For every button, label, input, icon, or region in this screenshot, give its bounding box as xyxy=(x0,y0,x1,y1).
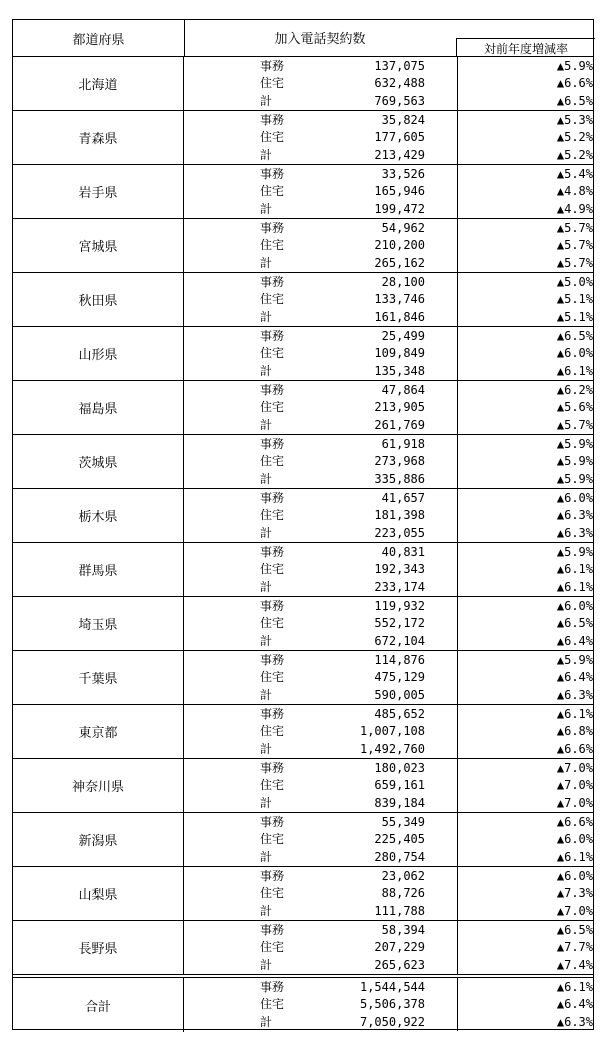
change-rate: ▲6.1% xyxy=(457,362,593,380)
row-values xyxy=(185,597,595,650)
change-rate: ▲6.3% xyxy=(457,524,593,542)
change-rate: ▲6.4% xyxy=(457,632,593,650)
row-values xyxy=(185,813,595,866)
value-line-jutaku xyxy=(185,884,595,902)
value-line-jutaku xyxy=(185,236,595,254)
subscription-count: 109,849 xyxy=(374,346,425,360)
change-rate: ▲5.9% xyxy=(457,435,593,453)
category-label: 計 xyxy=(260,310,273,324)
subscription-count: 273,968 xyxy=(374,454,425,468)
value-line-kei xyxy=(185,416,595,434)
table-header xyxy=(13,20,593,57)
table-row xyxy=(13,651,593,705)
value-line-jutaku xyxy=(185,398,595,416)
change-rate: ▲5.0% xyxy=(457,273,593,291)
subscription-count: 199,472 xyxy=(374,202,425,216)
category-label: 住宅 xyxy=(260,997,285,1011)
row-values xyxy=(185,921,595,974)
value-line-jimu xyxy=(185,381,595,399)
change-rate: ▲5.9% xyxy=(457,543,593,561)
value-line-kei xyxy=(185,200,595,218)
change-rate: ▲6.4% xyxy=(457,995,593,1013)
subscription-count: 119,932 xyxy=(374,599,425,613)
change-rate: ▲7.7% xyxy=(457,938,593,956)
change-rate: ▲6.0% xyxy=(457,597,593,615)
change-rate: ▲6.2% xyxy=(457,381,593,399)
change-rate: ▲7.3% xyxy=(457,884,593,902)
value-line-kei xyxy=(185,794,595,812)
value-line-kei xyxy=(185,848,595,866)
value-line-jimu xyxy=(185,978,595,996)
subscription-count: 223,055 xyxy=(374,526,425,540)
subscription-count: 659,161 xyxy=(374,778,425,792)
category-label: 事務 xyxy=(260,815,285,829)
subscription-count: 261,769 xyxy=(374,418,425,432)
category-label: 事務 xyxy=(260,761,285,775)
table-row xyxy=(13,597,593,651)
subscription-count: 632,488 xyxy=(374,76,425,90)
change-rate: ▲6.0% xyxy=(457,867,593,885)
subscription-count: 180,023 xyxy=(374,761,425,775)
category-label: 住宅 xyxy=(260,454,285,468)
change-rate: ▲6.0% xyxy=(457,830,593,848)
value-line-kei xyxy=(185,362,595,380)
subscription-count: 177,605 xyxy=(374,130,425,144)
category-label: 計 xyxy=(260,418,273,432)
category-label: 計 xyxy=(260,148,273,162)
change-rate: ▲6.5% xyxy=(457,92,593,110)
subscription-count: 5,506,378 xyxy=(359,997,425,1011)
change-rate: ▲5.2% xyxy=(457,128,593,146)
value-line-jimu xyxy=(185,111,595,129)
change-rate: ▲7.0% xyxy=(457,759,593,777)
category-label: 事務 xyxy=(260,653,285,667)
subscription-count: 265,162 xyxy=(374,256,425,270)
category-label: 事務 xyxy=(260,113,285,127)
value-line-kei xyxy=(185,308,595,326)
change-rate: ▲6.5% xyxy=(457,614,593,632)
category-label: 住宅 xyxy=(260,832,285,846)
change-rate: ▲5.7% xyxy=(457,254,593,272)
prefecture-name: 神奈川県 xyxy=(13,759,184,812)
subscription-count: 23,062 xyxy=(381,869,425,883)
category-label: 住宅 xyxy=(260,76,285,90)
row-values xyxy=(185,543,595,596)
subscription-count: 40,831 xyxy=(381,545,425,559)
change-rate: ▲6.1% xyxy=(457,978,593,996)
change-rate: ▲7.0% xyxy=(457,794,593,812)
prefecture-name: 千葉県 xyxy=(13,651,184,704)
value-line-jimu xyxy=(185,759,595,777)
prefecture-name: 福島県 xyxy=(13,381,184,434)
value-line-kei xyxy=(185,254,595,272)
header-rate: 対前年度増減率 xyxy=(456,38,595,57)
subscription-count: 114,876 xyxy=(374,653,425,667)
value-line-jimu xyxy=(185,543,595,561)
prefecture-name: 青森県 xyxy=(13,111,184,164)
category-label: 住宅 xyxy=(260,724,285,738)
subscription-count: 55,349 xyxy=(381,815,425,829)
category-label: 住宅 xyxy=(260,400,285,414)
category-label: 事務 xyxy=(260,275,285,289)
value-line-jutaku xyxy=(185,776,595,794)
category-label: 事務 xyxy=(260,980,285,994)
category-label: 事務 xyxy=(260,167,285,181)
value-line-jutaku xyxy=(185,128,595,146)
category-label: 計 xyxy=(260,904,273,918)
subscription-count: 1,492,760 xyxy=(359,742,425,756)
change-rate: ▲5.9% xyxy=(457,651,593,669)
category-label: 住宅 xyxy=(260,238,285,252)
change-rate: ▲6.3% xyxy=(457,1013,593,1031)
value-line-kei xyxy=(185,92,595,110)
value-line-jimu xyxy=(185,489,595,507)
subscription-count: 47,864 xyxy=(381,383,425,397)
subscription-count: 35,824 xyxy=(381,113,425,127)
category-label: 事務 xyxy=(260,59,285,73)
subscription-count: 769,563 xyxy=(374,94,425,108)
change-rate: ▲5.9% xyxy=(457,57,593,75)
row-values xyxy=(185,165,595,218)
header-subscriptions: 加入電話契約数 xyxy=(274,31,366,47)
subscription-count: 590,005 xyxy=(374,688,425,702)
category-label: 住宅 xyxy=(260,184,285,198)
prefecture-name: 北海道 xyxy=(13,57,184,110)
subscription-count: 33,526 xyxy=(381,167,425,181)
subscription-count: 58,394 xyxy=(381,923,425,937)
change-rate: ▲6.1% xyxy=(457,560,593,578)
category-label: 住宅 xyxy=(260,940,285,954)
subscription-count: 161,846 xyxy=(374,310,425,324)
change-rate: ▲6.5% xyxy=(457,327,593,345)
row-values xyxy=(185,381,595,434)
category-label: 住宅 xyxy=(260,508,285,522)
change-rate: ▲6.6% xyxy=(457,813,593,831)
category-label: 事務 xyxy=(260,329,285,343)
value-line-jutaku xyxy=(185,995,595,1013)
category-label: 事務 xyxy=(260,707,285,721)
prefecture-name: 東京都 xyxy=(13,705,184,758)
row-values xyxy=(185,867,595,920)
value-line-kei xyxy=(185,470,595,488)
row-values xyxy=(185,435,595,488)
subscription-count: 475,129 xyxy=(374,670,425,684)
category-label: 事務 xyxy=(260,545,285,559)
table-row xyxy=(13,921,593,975)
category-label: 住宅 xyxy=(260,346,285,360)
row-values xyxy=(185,978,595,1032)
category-label: 住宅 xyxy=(260,670,285,684)
category-label: 住宅 xyxy=(260,130,285,144)
value-line-jimu xyxy=(185,219,595,237)
subscription-count: 265,623 xyxy=(374,958,425,972)
category-label: 住宅 xyxy=(260,562,285,576)
category-label: 事務 xyxy=(260,383,285,397)
change-rate: ▲6.3% xyxy=(457,686,593,704)
subscription-count: 552,172 xyxy=(374,616,425,630)
category-label: 事務 xyxy=(260,221,285,235)
subscription-count: 672,104 xyxy=(374,634,425,648)
subscription-count: 485,652 xyxy=(374,707,425,721)
row-values xyxy=(185,111,595,164)
category-label: 計 xyxy=(260,1015,273,1029)
header-prefecture: 都道府県 xyxy=(13,20,185,56)
table-row xyxy=(13,978,593,1032)
prefecture-name: 宮城県 xyxy=(13,219,184,272)
subscription-count: 61,918 xyxy=(381,437,425,451)
subscription-count: 192,343 xyxy=(374,562,425,576)
value-line-jutaku xyxy=(185,560,595,578)
subscription-count: 1,544,544 xyxy=(359,980,425,994)
value-line-kei xyxy=(185,146,595,164)
change-rate: ▲5.1% xyxy=(457,308,593,326)
prefecture-name: 山形県 xyxy=(13,327,184,380)
row-values xyxy=(185,273,595,326)
category-label: 計 xyxy=(260,580,273,594)
change-rate: ▲6.1% xyxy=(457,578,593,596)
subscription-count: 25,499 xyxy=(381,329,425,343)
value-line-jutaku xyxy=(185,452,595,470)
value-line-jimu xyxy=(185,435,595,453)
prefecture-name: 栃木県 xyxy=(13,489,184,542)
subscription-count: 335,886 xyxy=(374,472,425,486)
subscription-count: 41,657 xyxy=(381,491,425,505)
subscription-count: 111,788 xyxy=(374,904,425,918)
table-row xyxy=(13,273,593,327)
table-row xyxy=(13,219,593,273)
change-rate: ▲4.8% xyxy=(457,182,593,200)
category-label: 事務 xyxy=(260,923,285,937)
prefecture-name: 岩手県 xyxy=(13,165,184,218)
subscription-count: 137,075 xyxy=(374,59,425,73)
category-label: 事務 xyxy=(260,869,285,883)
value-line-kei xyxy=(185,740,595,758)
value-line-jimu xyxy=(185,651,595,669)
value-line-jutaku xyxy=(185,938,595,956)
change-rate: ▲5.3% xyxy=(457,111,593,129)
prefecture-name: 茨城県 xyxy=(13,435,184,488)
subscription-count: 210,200 xyxy=(374,238,425,252)
category-label: 事務 xyxy=(260,599,285,613)
row-values xyxy=(185,705,595,758)
category-label: 計 xyxy=(260,202,273,216)
value-line-jutaku xyxy=(185,182,595,200)
category-label: 計 xyxy=(260,526,273,540)
subscription-count: 233,174 xyxy=(374,580,425,594)
table-row xyxy=(13,165,593,219)
change-rate: ▲6.3% xyxy=(457,506,593,524)
subscription-count: 280,754 xyxy=(374,850,425,864)
table-row xyxy=(13,57,593,111)
category-label: 計 xyxy=(260,850,273,864)
change-rate: ▲5.9% xyxy=(457,470,593,488)
subscription-count: 225,405 xyxy=(374,832,425,846)
category-label: 住宅 xyxy=(260,778,285,792)
subscription-table xyxy=(12,19,594,1030)
value-line-kei xyxy=(185,956,595,974)
change-rate: ▲5.7% xyxy=(457,219,593,237)
table-row xyxy=(13,381,593,435)
change-rate: ▲7.0% xyxy=(457,776,593,794)
row-values xyxy=(185,759,595,812)
subscription-count: 213,905 xyxy=(374,400,425,414)
change-rate: ▲5.7% xyxy=(457,416,593,434)
value-line-jutaku xyxy=(185,830,595,848)
value-line-jutaku xyxy=(185,344,595,362)
category-label: 住宅 xyxy=(260,616,285,630)
value-line-jutaku xyxy=(185,290,595,308)
value-line-jimu xyxy=(185,813,595,831)
change-rate: ▲7.4% xyxy=(457,956,593,974)
category-label: 住宅 xyxy=(260,886,285,900)
subscription-count: 165,946 xyxy=(374,184,425,198)
value-line-kei xyxy=(185,686,595,704)
subscription-count: 839,184 xyxy=(374,796,425,810)
prefecture-name: 合計 xyxy=(13,978,184,1032)
change-rate: ▲5.6% xyxy=(457,398,593,416)
value-line-kei xyxy=(185,1013,595,1031)
value-line-jutaku xyxy=(185,668,595,686)
change-rate: ▲6.6% xyxy=(457,740,593,758)
change-rate: ▲5.1% xyxy=(457,290,593,308)
category-label: 計 xyxy=(260,742,273,756)
change-rate: ▲6.4% xyxy=(457,668,593,686)
change-rate: ▲6.5% xyxy=(457,921,593,939)
change-rate: ▲5.4% xyxy=(457,165,593,183)
category-label: 事務 xyxy=(260,437,285,451)
category-label: 計 xyxy=(260,958,273,972)
category-label: 事務 xyxy=(260,491,285,505)
prefecture-name: 長野県 xyxy=(13,921,184,974)
table-row xyxy=(13,867,593,921)
change-rate: ▲6.1% xyxy=(457,848,593,866)
change-rate: ▲6.0% xyxy=(457,344,593,362)
category-label: 計 xyxy=(260,364,273,378)
value-line-jimu xyxy=(185,867,595,885)
row-values xyxy=(185,489,595,542)
change-rate: ▲6.8% xyxy=(457,722,593,740)
category-label: 計 xyxy=(260,472,273,486)
subscription-count: 28,100 xyxy=(381,275,425,289)
table-row xyxy=(13,435,593,489)
change-rate: ▲6.6% xyxy=(457,74,593,92)
subscription-count: 88,726 xyxy=(381,886,425,900)
subscription-count: 181,398 xyxy=(374,508,425,522)
row-values xyxy=(185,57,595,110)
change-rate: ▲4.9% xyxy=(457,200,593,218)
value-line-jutaku xyxy=(185,722,595,740)
change-rate: ▲5.7% xyxy=(457,236,593,254)
value-line-kei xyxy=(185,578,595,596)
value-line-jimu xyxy=(185,273,595,291)
prefecture-name: 新潟県 xyxy=(13,813,184,866)
subscription-count: 54,962 xyxy=(381,221,425,235)
value-line-jutaku xyxy=(185,506,595,524)
value-line-jimu xyxy=(185,57,595,75)
change-rate: ▲5.9% xyxy=(457,452,593,470)
subscription-count: 135,348 xyxy=(374,364,425,378)
value-line-jutaku xyxy=(185,74,595,92)
table-row xyxy=(13,543,593,597)
table-row xyxy=(13,759,593,813)
value-line-jutaku xyxy=(185,614,595,632)
value-line-jimu xyxy=(185,705,595,723)
category-label: 計 xyxy=(260,256,273,270)
table-row xyxy=(13,111,593,165)
category-label: 計 xyxy=(260,94,273,108)
prefecture-name: 山梨県 xyxy=(13,867,184,920)
table-row xyxy=(13,705,593,759)
change-rate: ▲6.0% xyxy=(457,489,593,507)
value-line-kei xyxy=(185,902,595,920)
subscription-count: 213,429 xyxy=(374,148,425,162)
subscription-count: 7,050,922 xyxy=(359,1015,425,1029)
value-line-jimu xyxy=(185,921,595,939)
change-rate: ▲5.2% xyxy=(457,146,593,164)
value-line-jimu xyxy=(185,327,595,345)
table-row xyxy=(13,327,593,381)
table-row xyxy=(13,489,593,543)
row-values xyxy=(185,651,595,704)
subscription-count: 133,746 xyxy=(374,292,425,306)
prefecture-name: 秋田県 xyxy=(13,273,184,326)
value-line-jimu xyxy=(185,165,595,183)
change-rate: ▲7.0% xyxy=(457,902,593,920)
row-values xyxy=(185,219,595,272)
prefecture-name: 埼玉県 xyxy=(13,597,184,650)
category-label: 計 xyxy=(260,796,273,810)
subscription-count: 1,007,108 xyxy=(359,724,425,738)
prefecture-name: 群馬県 xyxy=(13,543,184,596)
value-line-kei xyxy=(185,632,595,650)
table-row xyxy=(13,813,593,867)
row-values xyxy=(185,327,595,380)
value-line-jimu xyxy=(185,597,595,615)
category-label: 住宅 xyxy=(260,292,285,306)
value-line-kei xyxy=(185,524,595,542)
category-label: 計 xyxy=(260,688,273,702)
subscription-count: 207,229 xyxy=(374,940,425,954)
category-label: 計 xyxy=(260,634,273,648)
change-rate: ▲6.1% xyxy=(457,705,593,723)
